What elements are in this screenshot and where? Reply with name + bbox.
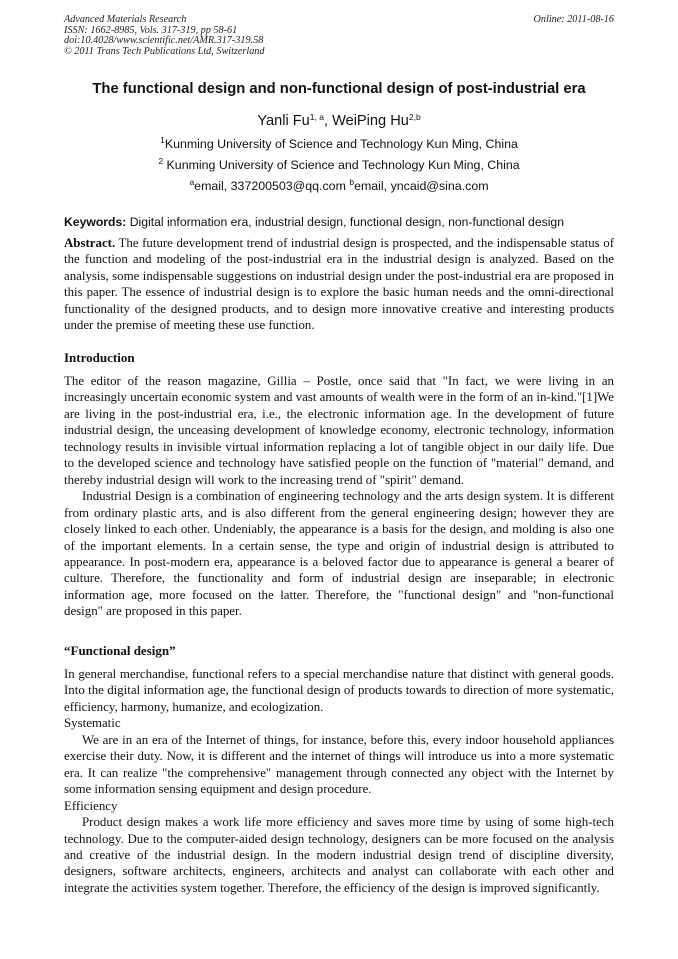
email-a-text: email, 337200503@qq.com xyxy=(194,179,350,193)
journal-header xyxy=(64,15,264,57)
keywords xyxy=(64,215,614,229)
author-2-name: WeiPing Hu xyxy=(332,113,409,129)
abstract-label: Abstract. xyxy=(64,236,116,250)
affiliation-2-text: Kunming University of Science and Technology Kun Ming, China xyxy=(163,158,520,172)
keywords-label: Keywords: xyxy=(64,215,127,229)
introduction-paragraph-2: Industrial Design is a combination of engineering technology and the arts design system. It is different from ordinary plastic arts, and is also different from the general engineering design; however they are closely linked to each other. Undeniably, the appearance is a basis for the design, and molding is also one of the important elements. In a certain sense, the type and origin of industrial design is attributed to appearance. In post-modern era, appearance is a beloved factor due to appearance is general a bearer of culture. Therefore, the functionality and form of industrial design are inseparable; in electronic information age, more focused on the latter. Therefore, the "functional design" and "non-functional design" are proposed in this paper. xyxy=(64,489,614,619)
functional-design-heading: “Functional design” xyxy=(64,643,176,658)
email-a-sup: a xyxy=(189,177,195,187)
systematic-paragraph: We are in an era of the Internet of things, for instance, before this, every indoor household appliances exercise their duty. Now, it is different and the internet of things will introduce us into a more systematic era. It can realize "the comprehensive" management through connected any object with the Internet by some information sensing equipment and design procedure. xyxy=(64,732,614,797)
subheading-systematic: Systematic xyxy=(64,716,121,731)
journal-name: Advanced Materials Research xyxy=(64,14,187,25)
email-line xyxy=(0,179,678,193)
online-date-text: Online: 2011-08-16 xyxy=(533,14,614,25)
introduction-paragraph-1: The editor of the reason magazine, Gillia – Postle, once said that "In fact, we were living in an increasingly uncertain economic system and vast amounts of wealth were in the form of an in-kind."[1]We are living in the post-industrial era, i.e., the electronic information age. In the development of future industrial design, the unceasing development of knowledge economy, electronic technology, information technology results in invisible virtual information replacing a lot of tangible object in our daily life. Due to the developed science and technology have satisfied people on the function of "material" demand, and thereby industrial design will work to the increasing trend of "spirit" demand. xyxy=(64,374,614,487)
affiliation-2-sup: 2 xyxy=(158,156,164,166)
introduction-heading: Introduction xyxy=(64,350,135,365)
online-date xyxy=(534,15,614,26)
copyright-line: © 2011 Trans Tech Publications Ltd, Switzerland xyxy=(64,45,265,57)
affiliation-1 xyxy=(0,137,678,151)
introduction-section xyxy=(64,373,614,620)
author-2-sup: 2,b xyxy=(408,112,421,122)
abstract xyxy=(64,235,614,334)
affiliation-2 xyxy=(0,158,678,172)
affiliation-1-text: Kunming University of Science and Technology Kun Ming, China xyxy=(164,137,518,151)
affiliation-1-sup: 1 xyxy=(160,135,165,145)
issn-line: ISSN: 1662-8985, Vols. 317-319, pp 58-61 xyxy=(64,24,238,36)
abstract-text: The future development trend of industrial design is prospected, and the indispensable status of the function and modeling of the post-industrial era in the industrial design is analyzed. Based on the analysis, some indispensable suggestions on industrial design under the post-industrial era are proposed in this paper. The essence of industrial design is to explore the basic human needs and the omni-directional functionality of the designed products, and to design more innovative creative and interesting products under the premise of meeting these use function. xyxy=(64,236,614,333)
paper-title: The functional design and non-functional design of post-industrial era xyxy=(92,81,586,97)
keywords-text: Digital information era, industrial design, functional design, non-functional design xyxy=(126,215,564,229)
author-1-name: Yanli Fu xyxy=(257,113,310,129)
author-separator: , xyxy=(323,113,333,129)
subheading-efficiency: Efficiency xyxy=(64,798,118,813)
email-b-sup: b xyxy=(349,177,355,187)
author-line xyxy=(0,113,678,129)
author-1-sup: 1, a xyxy=(309,112,324,122)
functional-paragraph-1: In general merchandise, functional refers to a special merchandise nature that distinct with general goods. Into the digital information age, the functional design of products towards to direction of more systematic, efficiency, harmony, humanize, and ecologization. xyxy=(64,667,614,714)
functional-design-section xyxy=(64,666,614,896)
email-b-text: email, yncaid@sina.com xyxy=(354,179,489,193)
efficiency-paragraph: Product design makes a work life more efficiency and saves more time by using of some high-tech technology. Due to the computer-aided design technology, designers can be more focused on the analysis and creative of the industrial design. In the modern industrial design trend of discipline diversity, designers, software architects, engineers, architects and analyst can collaborate with each other and integrate the activities system together. Therefore, the efficiency of the design is improved significantly. xyxy=(64,815,614,895)
doi-line: doi:10.4028/www.scientific.net/AMR.317-319.58 xyxy=(64,35,264,47)
